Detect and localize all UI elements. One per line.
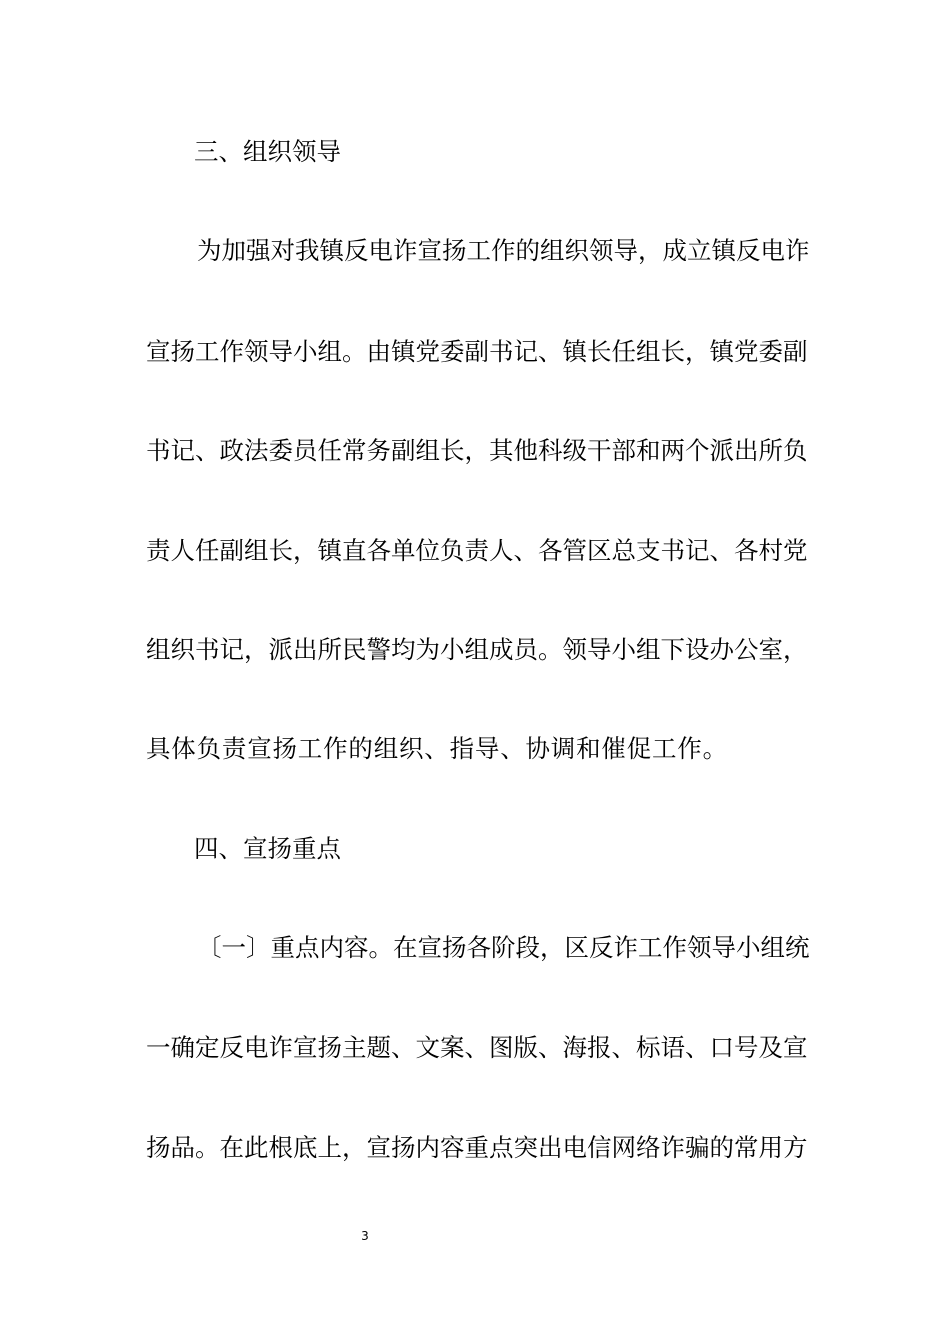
char: 导 [613,236,638,265]
char: 内 [319,933,344,962]
char: 管 [562,536,587,565]
char: 的 [515,236,540,265]
char: 、 [538,1033,563,1062]
char: 法 [244,436,269,465]
char: 长 [268,536,293,565]
char: 网 [611,1133,636,1162]
char: 出 [538,1133,563,1162]
char: 小 [293,337,318,366]
char: 镇 [317,536,342,565]
char: 电 [562,1133,587,1162]
char: 宣 [417,236,442,265]
char: 强 [246,236,271,265]
section-heading-organization: 三、组织领导 [194,137,341,166]
char: ， [685,337,710,366]
char: 反 [344,236,369,265]
char: 组 [317,337,342,366]
char: ， [540,933,565,962]
char: 区 [587,536,612,565]
char: 长 [440,436,465,465]
char: 、 [709,536,734,565]
char: 确 [170,1033,195,1062]
char: 宣 [146,337,171,366]
char: 扬 [442,236,467,265]
char: 记 [219,635,244,664]
char: 小 [736,933,761,962]
char: 扬 [146,1133,171,1162]
char: 电 [368,236,393,265]
char: 信 [587,1133,612,1162]
char: 电 [244,1033,269,1062]
char: 科 [538,436,563,465]
paragraph-line [197,231,810,271]
char: ， [783,635,808,664]
char: 其 [489,436,514,465]
char: 领 [589,236,614,265]
char: 委 [268,436,293,465]
char: 点 [295,933,320,962]
char: 诈 [660,1133,685,1162]
char: 民 [342,635,367,664]
char: 容 [440,1133,465,1162]
char: 常 [342,436,367,465]
char: 、 [513,536,538,565]
char: 书 [489,337,514,366]
char: 所 [758,436,783,465]
char: 反 [219,1033,244,1062]
char: 导 [711,933,736,962]
char: 一 [221,933,246,962]
char: 公 [734,635,759,664]
paragraph-line [146,332,808,372]
char: 作 [219,337,244,366]
char: 诈 [268,1033,293,1062]
char: 宣 [417,933,442,962]
char: 办 [709,635,734,664]
char: 下 [660,635,685,664]
char: 一 [146,1033,171,1062]
char: 负 [440,536,465,565]
char: 宣 [783,1033,808,1062]
char: 个 [685,436,710,465]
char: 统 [785,933,810,962]
char: 支 [636,536,661,565]
char: 立 [687,236,712,265]
char: 导 [268,337,293,366]
char: 位 [415,536,440,565]
char: 工 [466,236,491,265]
char: 文 [415,1033,440,1062]
char: 任 [317,436,342,465]
char: 责 [146,536,171,565]
char: 各 [466,933,491,962]
char: 记 [513,337,538,366]
char: 在 [219,1133,244,1162]
char: 委 [440,337,465,366]
char: 工 [195,337,220,366]
paragraph-line [146,531,808,571]
char: 区 [564,933,589,962]
char: 由 [366,337,391,366]
char: 两 [660,436,685,465]
char: 报 [587,1033,612,1062]
char: 长 [587,337,612,366]
char: 成 [489,635,514,664]
char: 扬 [442,933,467,962]
char: 员 [293,436,318,465]
paragraph-line [146,630,808,670]
char: 组 [244,536,269,565]
char: 海 [562,1033,587,1062]
char: 点 [489,1133,514,1162]
char: 副 [219,536,244,565]
char: 扬 [170,337,195,366]
char: 版 [513,1033,538,1062]
char: 务 [366,436,391,465]
char: 记 [685,536,710,565]
char: 组 [636,635,661,664]
char: 设 [685,635,710,664]
char: 织 [170,635,195,664]
char: 用 [758,1133,783,1162]
char: 〔 [197,933,222,962]
char: 各 [734,536,759,565]
char: 组 [760,933,785,962]
char: 。 [342,337,367,366]
char: 领 [562,635,587,664]
char: 导 [587,635,612,664]
char: 作 [662,933,687,962]
char: 组 [464,635,489,664]
char: 在 [393,933,418,962]
char: 长 [660,337,685,366]
char: 组 [146,635,171,664]
char: 、 [611,1033,636,1062]
char: 政 [219,436,244,465]
char: 人 [170,536,195,565]
char: 号 [734,1033,759,1062]
char: 为 [415,635,440,664]
char: 和 [636,436,661,465]
char: 对 [270,236,295,265]
char: 党 [783,536,808,565]
section-heading-publicity-focus: 四、宣扬重点 [194,834,341,863]
paragraph-line [146,431,808,471]
char: ， [638,236,663,265]
char: 扬 [317,1033,342,1062]
char: 派 [268,635,293,664]
char: 成 [662,236,687,265]
char: 、 [464,1033,489,1062]
char: 副 [464,337,489,366]
char: 〕 [246,933,271,962]
char: 容 [344,933,369,962]
char: 镇 [391,337,416,366]
char: 。 [368,933,393,962]
char: 我 [295,236,320,265]
char: 、 [685,1033,710,1062]
char: 标 [636,1033,661,1062]
char: 书 [195,635,220,664]
char: 组 [540,236,565,265]
char: 阶 [491,933,516,962]
char: 定 [195,1033,220,1062]
char: 、 [195,436,220,465]
char: 诈 [393,236,418,265]
char: 均 [391,635,416,664]
char: 段 [515,933,540,962]
char: 此 [244,1133,269,1162]
char: ， [464,436,489,465]
char: 领 [244,337,269,366]
char: 。 [538,635,563,664]
char: 重 [464,1133,489,1162]
char: 口 [709,1033,734,1062]
char: 宣 [293,1033,318,1062]
paragraph-line-last: 具体负责宣扬工作的组织、指导、协调和催促工作。 [146,734,728,763]
char: 及 [758,1033,783,1062]
char: 室 [758,635,783,664]
paragraph-line [146,1028,808,1068]
char: 组 [415,436,440,465]
char: 干 [587,436,612,465]
char: 方 [783,1133,808,1162]
char: 责 [464,536,489,565]
char: 直 [342,536,367,565]
char: ， [244,635,269,664]
char: 镇 [562,337,587,366]
char: 出 [734,436,759,465]
char: 上 [317,1133,342,1162]
char: 村 [758,536,783,565]
char: 小 [440,635,465,664]
char: 级 [562,436,587,465]
char: 记 [170,436,195,465]
char: 书 [146,436,171,465]
char: ， [293,536,318,565]
char: 的 [709,1133,734,1162]
char: 宣 [366,1133,391,1162]
char: 任 [195,536,220,565]
char: 题 [366,1033,391,1062]
char: 所 [317,635,342,664]
char: 副 [783,337,808,366]
page-number: 3 [361,1229,369,1243]
char: 常 [734,1133,759,1162]
char: 重 [270,933,295,962]
char: 派 [709,436,734,465]
char: 底 [293,1133,318,1162]
char: 各 [366,536,391,565]
char: 领 [687,933,712,962]
char: 诈 [785,236,810,265]
char: 反 [589,933,614,962]
char: 电 [760,236,785,265]
char: ， [342,1133,367,1162]
char: 总 [611,536,636,565]
char: 织 [564,236,589,265]
char: 为 [197,236,222,265]
char: 人 [489,536,514,565]
char: 组 [636,337,661,366]
char: 各 [538,536,563,565]
char: 党 [415,337,440,366]
char: 案 [440,1033,465,1062]
char: 作 [491,236,516,265]
char: 警 [366,635,391,664]
char: 出 [293,635,318,664]
char: 图 [489,1033,514,1062]
char: 骗 [685,1133,710,1162]
char: 扬 [391,1133,416,1162]
char: 镇 [711,236,736,265]
char: 委 [758,337,783,366]
char: 负 [783,436,808,465]
char: 副 [391,436,416,465]
char: 突 [513,1133,538,1162]
char: 书 [660,536,685,565]
char: 部 [611,436,636,465]
char: 镇 [319,236,344,265]
char: 单 [391,536,416,565]
char: 反 [736,236,761,265]
char: 络 [636,1133,661,1162]
char: 内 [415,1133,440,1162]
char: 诈 [613,933,638,962]
char: 小 [611,635,636,664]
char: 。 [195,1133,220,1162]
char: 品 [170,1133,195,1162]
char: 加 [221,236,246,265]
paragraph-line [146,1128,808,1168]
char: 主 [342,1033,367,1062]
char: 、 [538,337,563,366]
char: 党 [734,337,759,366]
char: 工 [638,933,663,962]
char: 员 [513,635,538,664]
char: 根 [268,1133,293,1162]
paragraph-line [197,928,810,968]
char: 语 [660,1033,685,1062]
char: 镇 [709,337,734,366]
char: 他 [513,436,538,465]
char: 、 [391,1033,416,1062]
char: 任 [611,337,636,366]
